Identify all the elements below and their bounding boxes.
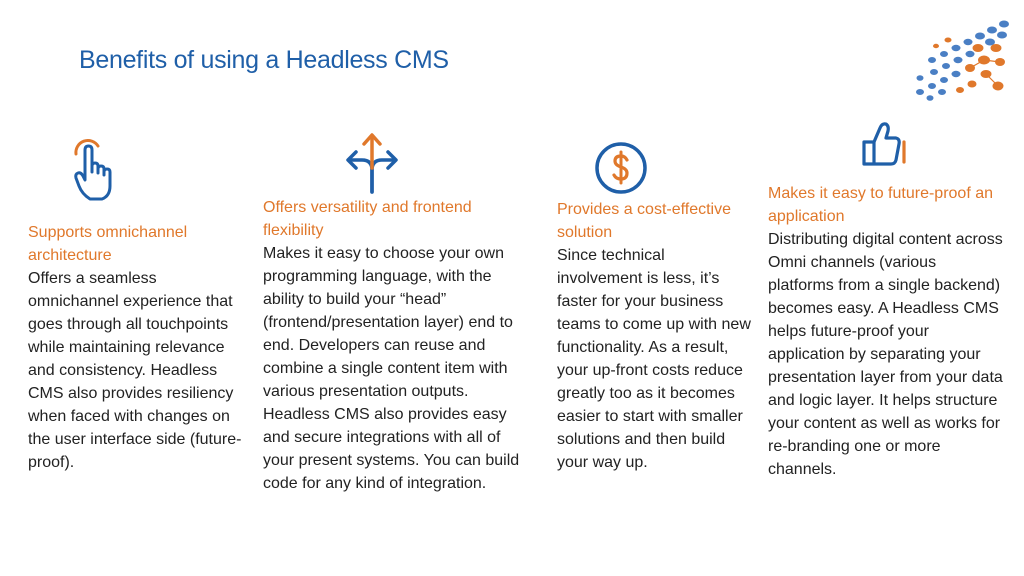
pointing-hand-icon	[72, 136, 116, 206]
dollar-coin-icon	[594, 141, 648, 195]
split-arrows-icon	[344, 132, 400, 194]
benefit-body: Makes it easy to choose your own programming language, with the ability to build your “head” (frontend/presentation layer) end to end. Developers can reuse and combine a single content item with various presentation outputs. Headless CMS also provides easy and secure integrations with all of your present systems. You can build code for any kind of integration.	[263, 245, 520, 492]
dots-logo-icon	[912, 18, 1012, 108]
benefit-heading: Provides a cost-effective solution	[557, 201, 732, 241]
thumbs-up-icon	[856, 120, 908, 168]
benefit-column-omnichannel	[28, 221, 243, 474]
benefit-body: Offers a seamless omnichannel experience that goes through all touchpoints while maintaining relevance and consistency. Headless CMS also provides resiliency when faced with changes on the user interface side (future-proof).	[28, 270, 242, 471]
benefit-column-future-proof	[768, 182, 1004, 481]
benefit-body: Distributing digital content across Omni channels (various platforms from a single backend) becomes easy. A Headless CMS helps future-proof your application by separating your presentation layer from your data and logic layer. It helps structure your content as well as works for re-branding one or more channels.	[768, 231, 1003, 478]
benefit-heading: Makes it easy to future-proof an application	[768, 185, 993, 225]
benefit-body: Since technical involvement is less, it’s faster for your business teams to come up with new functionality. As a result, your up-front costs reduce greatly too as it becomes easier to start with smaller solutions and then build your way up.	[557, 247, 751, 471]
benefit-heading: Supports omnichannel architecture	[28, 224, 188, 264]
benefit-column-cost	[557, 198, 752, 474]
page-title: Benefits of using a Headless CMS	[79, 46, 449, 74]
benefit-column-flexibility	[263, 196, 535, 495]
benefit-heading: Offers versatility and frontend flexibility	[263, 199, 472, 239]
